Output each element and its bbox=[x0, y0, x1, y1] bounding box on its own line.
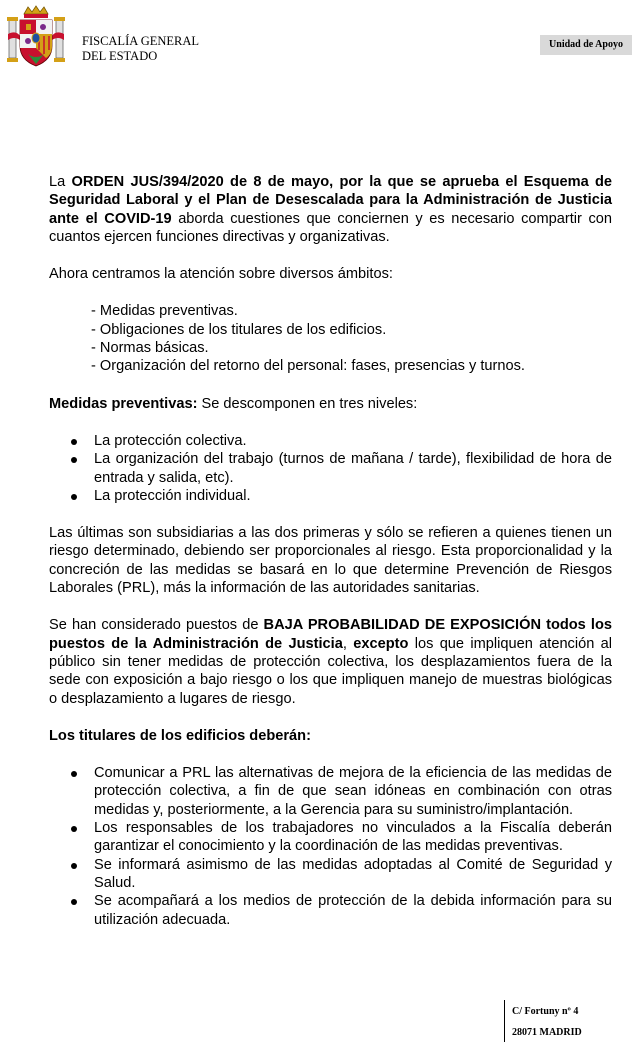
list-item: - Organización del retorno del personal: fases, presencias y turnos. bbox=[91, 358, 525, 375]
owners-heading-text: Los titulares de los edificios deberán: bbox=[49, 727, 311, 744]
areas-list bbox=[49, 302, 612, 375]
bullet-icon bbox=[71, 771, 77, 777]
list-item bbox=[49, 432, 612, 450]
exposure-bold-2: excepto bbox=[353, 635, 409, 652]
org-name-line2: DEL ESTADO bbox=[82, 49, 158, 63]
exposure-text-1: Se han considerado puestos de bbox=[49, 617, 264, 634]
exposure-text-3: los que impliquen atención al público sin tener medidas de protección colectiva, los desplazamientos fuera de la sede con exposición a bajo riesgo o los que impliquen manejo de muestras biológicas o desplazamiento a lugares de riesgo. bbox=[49, 635, 613, 707]
bullet-icon bbox=[71, 826, 77, 832]
unit-label: Unidad de Apoyo bbox=[540, 35, 632, 55]
list-item-text: La protección individual. bbox=[94, 487, 251, 504]
organization-name bbox=[82, 34, 199, 64]
list-item-text: Los responsables de los trabajadores no vinculados a la Fiscalía deberán garantizar el conocimiento y la coordinación de las medidas preventivas. bbox=[94, 820, 612, 855]
list-item bbox=[49, 450, 612, 487]
exposure-bold-1: BAJA PROBABILIDAD DE EXPOSICIÓN todos los puestos de la Administración de Justicia bbox=[49, 617, 612, 652]
intro-order-title: ORDEN JUS/394/2020 de 8 de mayo, por la que se aprueba el Esquema de Seguridad Laboral y el Plan de Desescalada para la Administración de Justicia ante el COVID-19 bbox=[49, 174, 612, 227]
bullet-icon bbox=[71, 439, 77, 445]
document-body bbox=[49, 173, 612, 929]
intro-text-2: aborda cuestiones que conciernen y es necesario compartir con cuantos ejercen funciones directivas y organizativas. bbox=[49, 210, 612, 245]
bullet-icon bbox=[71, 457, 77, 463]
list-item bbox=[49, 892, 612, 929]
list-item: - Normas básicas. bbox=[91, 340, 209, 357]
bullet-icon bbox=[71, 494, 77, 500]
subsidiary-paragraph: Las últimas son subsidiarias a las dos primeras y sólo se refieren a quienes tienen un riesgo determinado, debiendo ser proporcionales al riesgo. Esta proporcionalidad y la concreción de las medidas se basará en lo que determine Prevención de Riesgos Laborales (PRL), más la información de las autoridades sanitarias. bbox=[49, 525, 612, 597]
list-item-text: Se informará asimismo de las medidas adoptadas al Comité de Seguridad y Salud. bbox=[94, 856, 612, 891]
org-name-line1: FISCALÍA GENERAL bbox=[82, 34, 200, 48]
owners-duties-list bbox=[49, 764, 612, 929]
footer-street: C/ Fortuny nº 4 bbox=[512, 1006, 579, 1017]
intro-paragraph bbox=[49, 173, 612, 246]
list-item bbox=[49, 856, 612, 893]
list-item-text: La protección colectiva. bbox=[94, 432, 247, 449]
list-item-text: Comunicar a PRL las alternativas de mejora de la eficiencia de las medidas de protección colectiva, a fin de que sean idóneas en combinación con otras medidas y, posteriormente, a la Gerencia para su suministro/implantación. bbox=[94, 765, 612, 818]
preventive-levels-list bbox=[49, 432, 612, 505]
list-item bbox=[49, 764, 612, 819]
footer-divider bbox=[504, 1000, 505, 1042]
preventive-intro bbox=[49, 395, 612, 413]
list-item bbox=[49, 819, 612, 856]
preventive-heading: Medidas preventivas: bbox=[49, 395, 198, 412]
bullet-icon bbox=[71, 863, 77, 869]
list-item: - Obligaciones de los titulares de los edificios. bbox=[91, 321, 387, 338]
list-item-text: La organización del trabajo (turnos de mañana / tarde), flexibilidad de hora de entrada y salida, etc). bbox=[94, 451, 612, 486]
coat-of-arms-icon bbox=[6, 4, 66, 70]
list-item-text: Se acompañará a los medios de protección de la debida información para su utilización adecuada. bbox=[94, 893, 612, 928]
list-item: - Medidas preventivas. bbox=[91, 303, 238, 320]
exposure-paragraph bbox=[49, 616, 612, 707]
owners-heading bbox=[49, 727, 612, 745]
exposure-text-2: , bbox=[342, 635, 354, 652]
footer-city: 28071 MADRID bbox=[512, 1027, 582, 1038]
intro-text-1: La bbox=[49, 174, 72, 190]
bullet-icon bbox=[71, 899, 77, 905]
footer-address bbox=[512, 1001, 582, 1043]
preventive-text: Se descomponen en tres niveles: bbox=[197, 395, 418, 412]
areas-lead: Ahora centramos la atención sobre diversos ámbitos: bbox=[49, 266, 393, 283]
list-item bbox=[49, 487, 612, 505]
